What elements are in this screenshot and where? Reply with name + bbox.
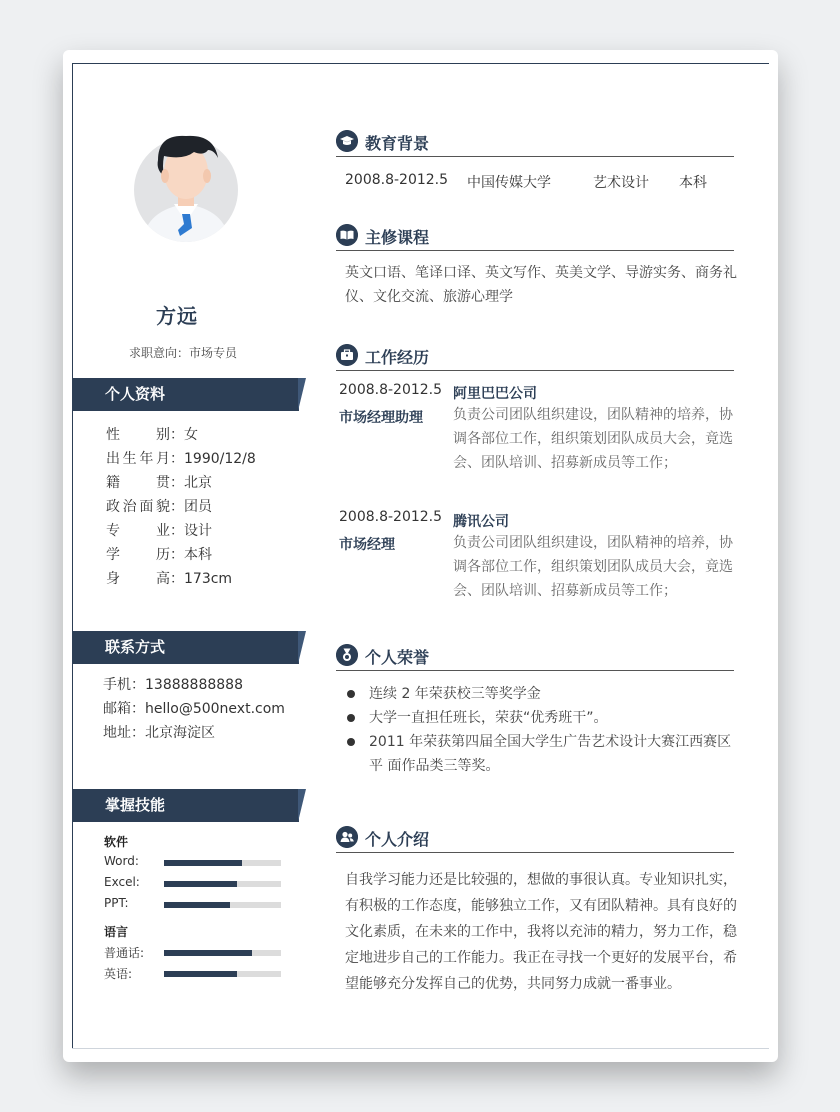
info-row-height <box>106 567 256 591</box>
edu-period: 2008.8-2012.5 <box>345 172 449 188</box>
bullet-icon <box>347 714 355 722</box>
contact-list <box>103 673 285 745</box>
frame-top-line <box>72 63 769 64</box>
skill-bar-track <box>164 860 281 866</box>
section-header <box>336 226 734 251</box>
section-title-honors: 个人荣誉 <box>365 648 430 667</box>
banner-tip <box>298 631 306 664</box>
skill-name: 英语: <box>104 967 133 981</box>
info-value: ：女 <box>170 427 198 443</box>
honor-item <box>345 706 737 730</box>
contact-address: 地址：北京海淀区 <box>103 725 215 741</box>
skill-bar-track <box>164 950 281 956</box>
info-label: 政治面貌 <box>106 499 170 515</box>
job-position: 市场经理 <box>339 537 395 553</box>
info-label: 专业 <box>106 523 170 539</box>
info-value: ：北京 <box>170 475 212 491</box>
bullet-icon <box>347 738 355 746</box>
candidate-name: 方远 <box>156 304 198 328</box>
section-header <box>336 646 734 671</box>
honor-text: 连续 2 年荣获校三等奖学金 <box>369 686 541 702</box>
info-value: ：173cm <box>170 571 233 587</box>
skill-bar-fill <box>164 971 237 977</box>
info-row-major <box>106 519 256 543</box>
section-header <box>336 828 734 853</box>
job-company: 阿里巴巴公司 <box>453 386 537 402</box>
section-title-courses: 主修课程 <box>365 228 430 247</box>
info-row-politics <box>106 495 256 519</box>
course-list: 英文口语、笔译口译、英文写作、英美文学、导游实务、商务礼仪、文化交流、旅游心理学 <box>345 265 737 305</box>
section-title-education: 教育背景 <box>365 134 430 153</box>
avatar <box>134 130 238 246</box>
info-value: ：设计 <box>170 523 212 539</box>
edu-school: 中国传媒大学 <box>467 175 551 191</box>
info-row-birth <box>106 447 256 471</box>
skill-bar-fill <box>164 860 242 866</box>
skill-name: 普通话: <box>104 946 145 960</box>
info-label: 出生年月 <box>106 451 170 467</box>
skill-name: Word: <box>104 854 139 868</box>
info-label: 身高 <box>106 571 170 587</box>
skill-name: PPT: <box>104 896 129 910</box>
banner-tip <box>298 789 306 822</box>
skill-row <box>104 852 284 872</box>
personal-info-list <box>106 423 256 591</box>
skill-bar-track <box>164 881 281 887</box>
job-intention: 求职意向：市场专员 <box>128 346 237 360</box>
section-education <box>336 132 734 157</box>
job-description: 负责公司团队组织建设，团队精神的培养，协调各部位工作，组织策划团队成员大会，竟选会、团队培训、招募新成员等工作； <box>453 535 733 599</box>
skill-row <box>104 963 284 983</box>
skill-row <box>104 873 284 893</box>
section-banner-personal <box>73 378 299 411</box>
graduation-cap-icon <box>336 130 358 152</box>
section-honors <box>336 646 734 671</box>
info-label: 学历 <box>106 547 170 563</box>
info-label: 籍贯 <box>106 475 170 491</box>
edu-degree: 本科 <box>679 175 707 191</box>
skill-group-language: 语言 <box>104 925 129 939</box>
honor-item <box>345 730 737 778</box>
skill-row <box>104 942 284 962</box>
contact-phone: 手机：13888888888 <box>103 677 243 693</box>
honor-item <box>345 682 737 706</box>
section-title-contact: 联系方式 <box>105 638 166 656</box>
frame-left-line <box>72 63 73 1049</box>
section-header <box>336 132 734 157</box>
skill-name: Excel: <box>104 875 140 889</box>
section-banner-skills <box>73 789 299 822</box>
info-value: ：1990/12/8 <box>170 451 256 467</box>
job-period: 2008.8-2012.5 <box>339 509 443 525</box>
self-introduction: 自我学习能力还是比较强的，想做的事很认真。专业知识扎实，有积极的工作态度，能够独立工作，又有团队精神。具有良好的文化素质，在未来的工作中，我将以充沛的精力，努力工作，稳定地进步自己的工作能力。我正在寻找一个更好的发展平台，希望能够充分发挥自己的优势，共同努力成就一番事业。 <box>345 872 737 992</box>
info-label: 性别 <box>106 427 170 443</box>
info-value: ：团员 <box>170 499 212 515</box>
skill-bar-fill <box>164 881 237 887</box>
info-row-gender <box>106 423 256 447</box>
job-description: 负责公司团队组织建设，团队精神的培养，协调各部位工作，组织策划团队成员大会，竟选会、团队培训、招募新成员等工作； <box>453 407 733 471</box>
honor-text: 大学一直担任班长，荣获“优秀班干”。 <box>369 710 608 726</box>
skill-row <box>104 894 284 914</box>
section-banner-contact <box>73 631 299 664</box>
skill-bar-track <box>164 971 281 977</box>
edu-major: 艺术设计 <box>593 175 649 191</box>
job-period: 2008.8-2012.5 <box>339 382 443 398</box>
honor-text: 2011 年荣获第四届全国大学生广告艺术设计大赛江西赛区平 面作品类三等奖。 <box>369 734 732 774</box>
job-company: 腾讯公司 <box>453 514 509 530</box>
info-value: ：本科 <box>170 547 212 563</box>
medal-icon <box>336 644 358 666</box>
job-position: 市场经理助理 <box>339 410 423 426</box>
section-title-skills: 掌握技能 <box>105 796 166 814</box>
info-row-hometown <box>106 471 256 495</box>
frame-bottom-line <box>72 1048 769 1049</box>
section-title-intro: 个人介绍 <box>365 830 430 849</box>
skill-bar-fill <box>164 950 252 956</box>
contact-email: 邮箱：hello@500next.com <box>103 701 285 717</box>
bullet-icon <box>347 690 355 698</box>
skill-bar-fill <box>164 902 230 908</box>
briefcase-icon <box>336 344 358 366</box>
section-intro <box>336 828 734 853</box>
honors-list <box>345 682 737 778</box>
banner-tip <box>298 378 306 411</box>
section-title-work: 工作经历 <box>365 348 430 367</box>
section-work <box>336 346 734 371</box>
info-row-education <box>106 543 256 567</box>
section-title-personal: 个人资料 <box>105 385 166 403</box>
skill-bar-track <box>164 902 281 908</box>
skill-group-software: 软件 <box>104 835 129 849</box>
people-icon <box>336 826 358 848</box>
section-header <box>336 346 734 371</box>
section-courses <box>336 226 734 251</box>
book-icon <box>336 224 358 246</box>
